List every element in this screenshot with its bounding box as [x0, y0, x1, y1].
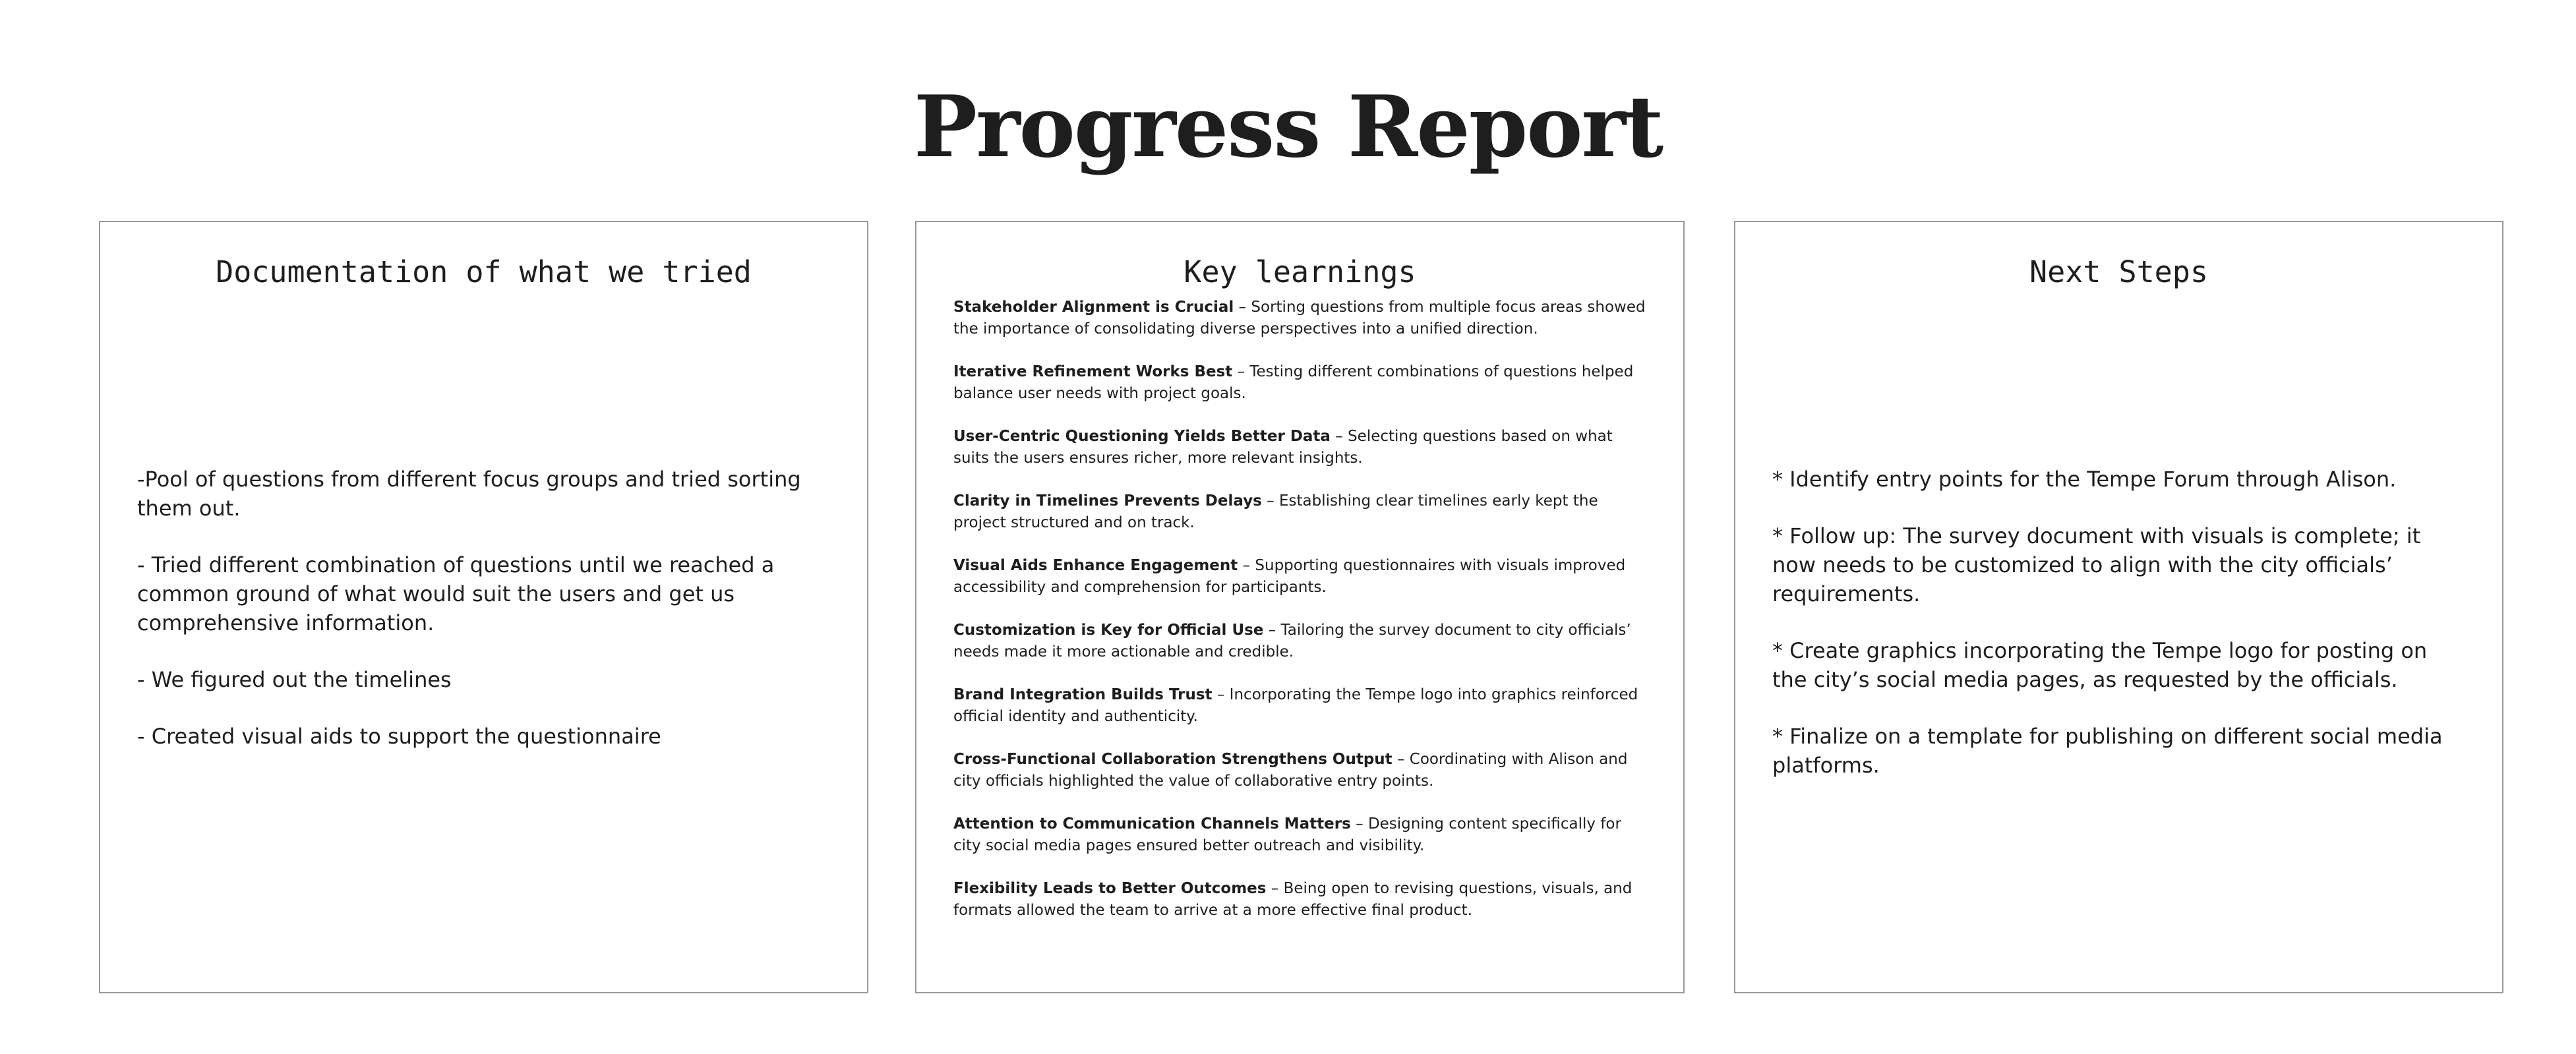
documentation-item: - We figured out the timelines — [137, 667, 452, 692]
learning-item — [953, 620, 1652, 663]
learning-item — [953, 490, 1652, 534]
learning-title: Cross-Functional Collaboration Strengthens Output — [953, 751, 1393, 768]
learning-description: – Sorting questions from multiple focus areas showed the importance of consolidating diverse perspectives into a unified direction. — [953, 299, 1646, 337]
documentation-item: -Pool of questions from different focus groups and tried sorting them out. — [137, 467, 801, 521]
documentation-list — [137, 465, 829, 778]
next-steps-panel — [1734, 221, 2503, 993]
learning-title: Stakeholder Alignment is Crucial — [953, 299, 1234, 316]
learning-title: Customization is Key for Official Use — [953, 622, 1264, 639]
documentation-panel — [99, 221, 868, 993]
next-step-item: * Follow up: The survey document with visuals is complete; it now needs to be customized to align with the city officials’ requirements. — [1772, 523, 2421, 606]
key-learnings-heading: Key learnings — [1183, 254, 1416, 289]
learning-item — [953, 361, 1652, 405]
next-step-item: * Create graphics incorporating the Tempe logo for posting on the city’s social media pages, as requested by the officials. — [1772, 638, 2428, 692]
learning-title: Flexibility Leads to Better Outcomes — [953, 880, 1267, 897]
learning-description: – Coordinating with Alison and city officials highlighted the value of collaborative entry points. — [953, 751, 1628, 790]
learning-description: – Testing different combinations of questions helped balance user needs with project goals. — [953, 363, 1634, 402]
learning-description: – Incorporating the Tempe logo into graphics reinforced official identity and authenticity. — [953, 686, 1638, 725]
next-steps-list — [1772, 465, 2465, 807]
key-learnings-list — [953, 297, 1652, 943]
learning-item — [953, 813, 1652, 857]
learning-item — [953, 749, 1652, 792]
documentation-item: - Tried different combination of questions until we reached a common ground of what would suit the users and get us comprehensive information. — [137, 552, 775, 635]
learning-description: – Establishing clear timelines early kept the project structured and on track. — [953, 492, 1598, 531]
documentation-heading: Documentation of what we tried — [216, 254, 752, 289]
learning-description: – Designing content specifically for city social media pages ensured better outreach and visibility. — [953, 815, 1621, 854]
next-step-item: * Identify entry points for the Tempe Forum through Alison. — [1772, 467, 2397, 492]
key-learnings-panel — [915, 221, 1685, 993]
learning-item — [953, 878, 1652, 922]
learning-description: – Supporting questionnaires with visuals improved accessibility and comprehension for participants. — [953, 557, 1626, 596]
learning-title: Iterative Refinement Works Best — [953, 363, 1233, 380]
learning-description: – Selecting questions based on what suits the users ensures richer, more relevant insights. — [953, 428, 1613, 467]
learning-description: – Being open to revising questions, visuals, and formats allowed the team to arrive at a more effective final product. — [953, 880, 1632, 919]
learning-item — [953, 297, 1652, 340]
learning-item — [953, 426, 1652, 469]
page-title: Progress Report — [913, 78, 1663, 177]
learning-title: Attention to Communication Channels Matters — [953, 815, 1351, 833]
learning-item — [953, 555, 1652, 599]
learning-description: – Tailoring the survey document to city officials’ needs made it more actionable and credible. — [953, 622, 1631, 660]
learning-item — [953, 684, 1652, 728]
documentation-item: - Created visual aids to support the questionnaire — [137, 724, 661, 749]
learning-title: User-Centric Questioning Yields Better Data — [953, 428, 1331, 445]
learning-title: Clarity in Timelines Prevents Delays — [953, 492, 1262, 510]
next-step-item: * Finalize on a template for publishing on different social media platforms. — [1772, 724, 2443, 778]
learning-title: Visual Aids Enhance Engagement — [953, 557, 1238, 574]
learning-title: Brand Integration Builds Trust — [953, 686, 1213, 703]
next-steps-heading: Next Steps — [2029, 254, 2208, 289]
